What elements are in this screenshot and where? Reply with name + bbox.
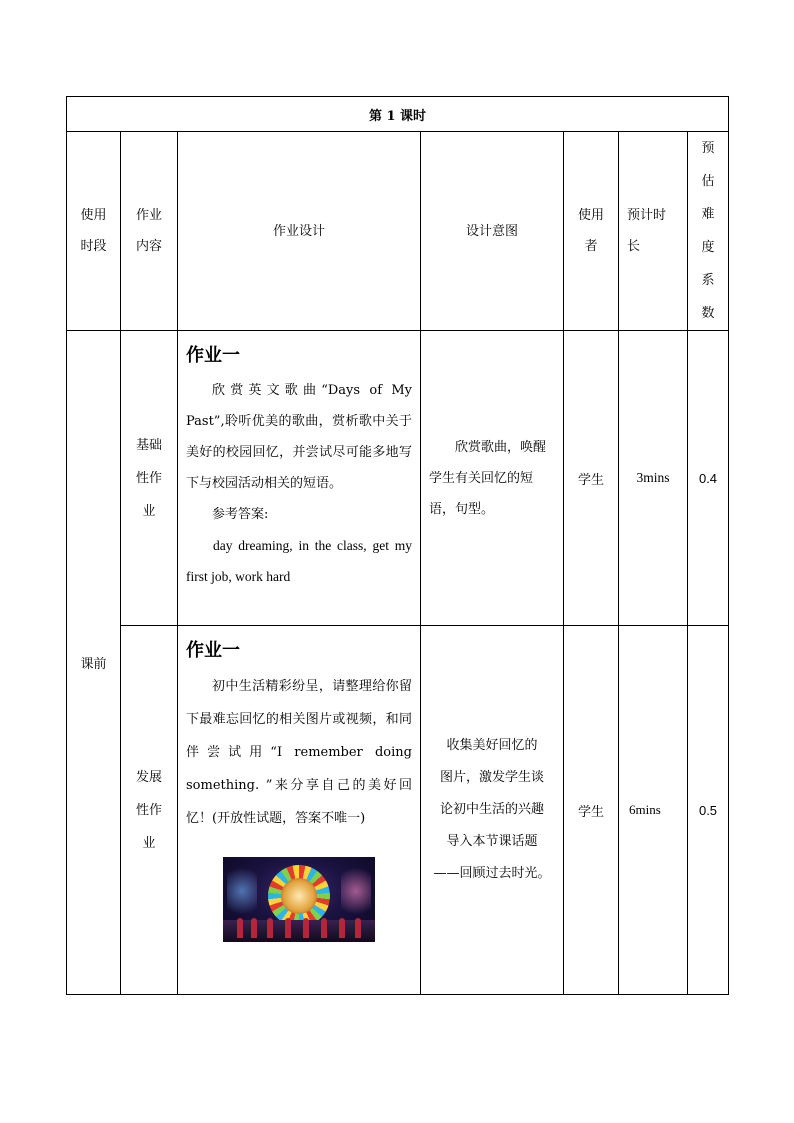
homework-title: 作业一 [186, 345, 240, 366]
answer-label: 参考答案: [212, 507, 269, 522]
user-cell: 学生 [564, 626, 619, 995]
header-period: 使用 时段 [67, 132, 121, 331]
homework-design [178, 626, 421, 995]
homework-title: 作业一 [186, 640, 240, 661]
difficulty-cell: 0.5 [688, 626, 729, 995]
design-intent: 收集美好回忆的 图片，激发学生谈 论初中生活的兴趣 导入本节课话题 ——回顾过去时光。 [421, 626, 564, 995]
table-row [67, 331, 729, 626]
header-design: 作业设计 [178, 132, 421, 331]
answer-text: day dreaming, in the class, get my first job, work hard [186, 538, 412, 584]
lesson-title: 第 1 课时 [67, 97, 729, 132]
homework-description: 初中生活精彩纷呈，请整理给你留下最难忘回忆的相关图片或视频，和同伴尝试用“I remember doing something. ”来分享自己的美好回忆！(开放性试题，答案不唯一) [186, 679, 412, 826]
header-difficulty: 预 估 难 度 系 数 [688, 132, 729, 331]
row-type: 基础 性作 业 [121, 331, 178, 626]
time-cell: 3mins [619, 331, 688, 626]
header-time: 预计时 长 [619, 132, 688, 331]
header-user: 使用 者 [564, 132, 619, 331]
header-content: 作业 内容 [121, 132, 178, 331]
design-intent: 欣赏歌曲，唤醒学生有关回忆的短语，句型。 [421, 331, 564, 626]
table-row [67, 626, 729, 995]
homework-design [178, 331, 421, 626]
homework-table [66, 96, 728, 984]
user-cell: 学生 [564, 331, 619, 626]
header-intent: 设计意图 [421, 132, 564, 331]
stage-photo [223, 857, 375, 942]
row-type: 发展 性作 业 [121, 626, 178, 995]
period-label: 课前 [67, 331, 121, 995]
time-cell: 6mins [619, 626, 688, 995]
difficulty-cell: 0.4 [688, 331, 729, 626]
homework-description: 欣赏英文歌曲“Days of My Past”,聆听优美的歌曲，赏析歌中关于美好的校园回忆，并尝试尽可能多地写下与校园活动相关的短语。 [186, 383, 412, 491]
